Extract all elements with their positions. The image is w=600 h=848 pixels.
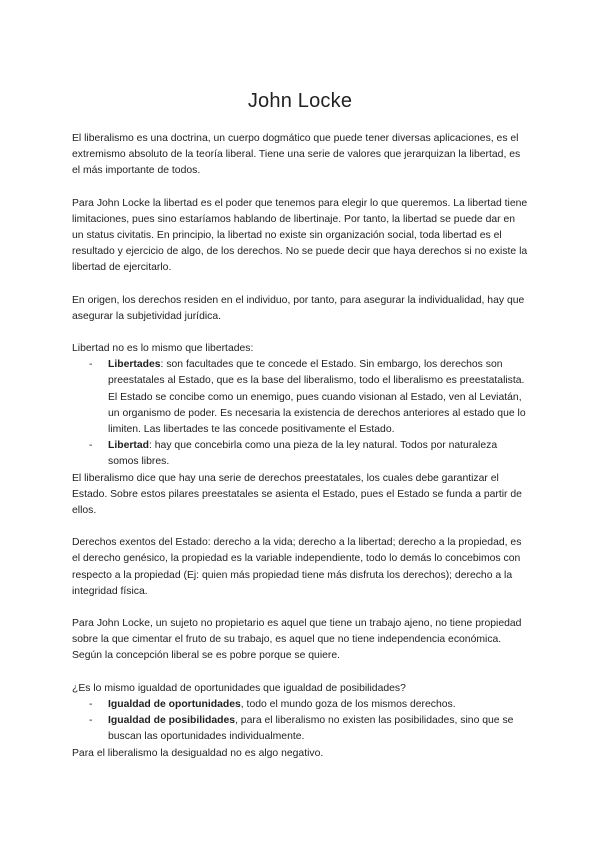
- list-dash: -: [89, 359, 93, 371]
- paragraph-sujeto-no-propietario: Para John Locke, un sujeto no propietario es aquel que tiene un trabajo ajeno, no tiene propiedad sobre la que cimentar el fruto de su trabajo, es aquel que no tiene independencia económica. Según la concepción liberal se es pobre porque se quiere.: [72, 618, 522, 662]
- paragraph-libertad-vs-libertades: Libertad no es lo mismo que libertades:: [72, 343, 254, 355]
- list-item-text: : hay que concebirla como una pieza de la ley natural. Todos por naturaleza somos libres.: [108, 440, 498, 468]
- paragraph-desigualdad: Para el liberalismo la desigualdad no es algo negativo.: [72, 747, 324, 759]
- paragraph-derechos-preestatales: El liberalismo dice que hay una serie de derechos preestatales, los cuales debe garantizar el Estado. Sobre estos pilares preestatales se asienta el Estado, pues el Estado se funda a partir de ellos.: [72, 472, 522, 517]
- list-dash: -: [89, 440, 93, 452]
- list-item: [72, 713, 528, 745]
- paragraph-derechos-exentos: Derechos exentos del Estado: derecho a la vida; derecho a la libertad; derecho a la propiedad, es el derecho genésico, la propiedad es la variable independiente, todo lo demás lo concebimos con respecto a la propiedad (Ej: quien más propiedad tiene más disfruta los derechos); derecho a la integridad física.: [72, 537, 522, 597]
- paragraph-libertad-locke: Para John Locke la libertad es el poder que tenemos para elegir lo que queremos. La libertad tiene limitaciones, pues sino estaríamos hablando de libertinaje. Por tanto, la libertad se puede dar en un status civitatis. En principio, la libertad no existe sin organización social, toda libertad es el resultado y ejercicio de algo, de los derechos. No se puede decir que haya derechos si no existe la libertad de ejercitarlo.: [72, 197, 528, 274]
- list-item-term: Igualdad de posibilidades: [108, 715, 236, 727]
- list-item-term: Libertad: [108, 440, 149, 452]
- list-item-text: : son facultades que te concede el Estado. Sin embargo, los derechos son preestatales al Estado, que es la base del liberalismo, todo el liberalismo es preestatalista. El Estado se concibe como un enemigo, pues cuando visionan al Estado, ven al Leviatán, un organismo de poder. Es necesaria la existencia de derechos anteriores al estado que lo limiten. Las libertades te las concede positivamente el Estado.: [108, 359, 526, 436]
- list-dash: -: [89, 698, 93, 710]
- list-item-text: , todo el mundo goza de los mismos derechos.: [240, 698, 456, 710]
- paragraph-igualdad-pregunta: ¿Es lo mismo igualdad de oportunidades que igualdad de posibilidades?: [72, 682, 406, 694]
- list-item-term: Libertades: [108, 359, 161, 371]
- document-page: [72, 90, 528, 762]
- list-igualdad: [72, 697, 528, 746]
- list-libertades: [72, 357, 528, 470]
- list-dash: -: [89, 715, 93, 727]
- list-item: [72, 438, 528, 470]
- page-title: John Locke: [247, 90, 353, 112]
- list-item: [72, 697, 528, 713]
- list-item: [72, 357, 528, 438]
- list-item-text: , para el liberalismo no existen las posibilidades, sino que se buscan las oportunidades individualmente.: [108, 715, 514, 743]
- paragraph-liberalismo-intro: El liberalismo es una doctrina, un cuerpo dogmático que puede tener diversas aplicaciones, es el extremismo absoluto de la teoría liberal. Tiene una serie de valores que jerarquizan la libertad, es el más importante de todos.: [72, 133, 521, 177]
- list-item-term: Igualdad de oportunidades: [108, 698, 241, 710]
- paragraph-origen-derechos: En origen, los derechos residen en el individuo, por tanto, para asegurar la individualidad, hay que asegurar la subjetividad jurídica.: [72, 294, 525, 322]
